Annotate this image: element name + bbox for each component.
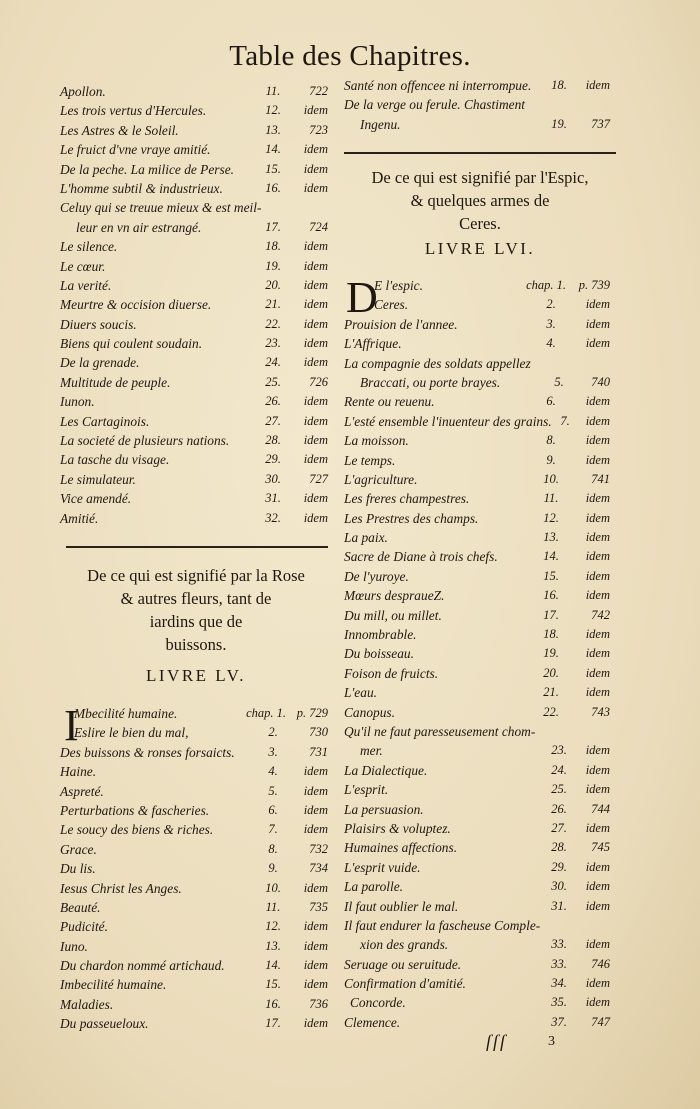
toc-entry: Mœurs despraueZ. 16. idem xyxy=(344,588,610,604)
toc-entry: Iuno. 13. idem xyxy=(60,938,328,954)
toc-entry: Sacre de Diane à trois chefs. 14. idem xyxy=(344,549,610,565)
page-title: Table des Chapitres. xyxy=(229,40,471,72)
section-rule xyxy=(344,152,616,154)
toc-entry: Le simulateur. 30. 727 xyxy=(60,471,328,487)
toc-entry: Plaisirs & voluptez. 27. idem xyxy=(344,820,610,836)
toc-entry: Concorde. 35. idem xyxy=(350,995,610,1011)
right-column-top-list xyxy=(344,76,616,134)
toc-entry: La persuasion. 26. 744 xyxy=(344,801,610,817)
toc-entry: Les trois vertus d'Hercules. 12. idem xyxy=(60,103,328,119)
toc-entry: La verité. 20. idem xyxy=(60,277,328,293)
toc-entry: Confirmation d'amitié. 34. idem xyxy=(344,976,610,992)
toc-entry: L'esprit. 25. idem xyxy=(344,782,610,798)
toc-entry: Du mill, ou millet. 17. 742 xyxy=(344,607,610,623)
livre-56-list xyxy=(344,273,616,1032)
drop-cap: D xyxy=(346,273,378,322)
toc-entry: Le fruict d'vne vraye amitié. 14. idem xyxy=(60,142,328,158)
signature-mark: 3 xyxy=(548,1034,555,1049)
toc-entry: La moisson. 8. idem xyxy=(344,433,610,449)
toc-entry: Clemence. 37. 747 xyxy=(344,1014,610,1030)
toc-entry: Perturbations & fascheries. 6. idem xyxy=(60,802,328,818)
livre-55-list xyxy=(60,701,332,1034)
toc-entry: Les Cartaginois. 27. idem xyxy=(60,413,328,429)
toc-entry: Eslire le bien du mal, 2. 730 xyxy=(74,725,328,741)
toc-entry: La paix. 13. idem xyxy=(344,530,610,546)
toc-entry: Vice amendé. 31. idem xyxy=(60,491,328,507)
toc-entry: Les Astres & le Soleil. 13. 723 xyxy=(60,122,328,138)
toc-entry: De la verge ou ferule. Chastiment xyxy=(344,97,525,113)
toc-entry: Celuy qui se treuue mieux & est meil- xyxy=(60,200,262,216)
toc-entry: Canopus. 22. 743 xyxy=(344,704,610,720)
toc-entry: Du boisseau. 19. idem xyxy=(344,646,610,662)
toc-entry: Apollon. 11. 722 xyxy=(60,84,328,99)
toc-entry: Le silence. 18. idem xyxy=(60,239,328,255)
toc-entry: Il faut oublier le mal. 31. idem xyxy=(344,898,610,914)
toc-entry: Du passeueloux. 17. idem xyxy=(60,1016,328,1032)
toc-entry: Maladies. 16. 736 xyxy=(60,996,328,1012)
livre-56-title: LIVRE LVI. xyxy=(424,239,536,258)
toc-entry: Du chardon nommé artichaud. 14. idem xyxy=(60,958,328,974)
toc-entry: xion des grands. 33. idem xyxy=(360,937,610,953)
toc-entry: Diuers soucis. 22. idem xyxy=(60,316,328,332)
toc-entry: Le temps. 9. idem xyxy=(344,452,610,468)
toc-entry: L'Affrique. 4. idem xyxy=(344,336,610,352)
toc-entry: Rente ou reuenu. 6. idem xyxy=(344,394,610,410)
toc-entry: De l'yuroye. 15. idem xyxy=(344,568,610,584)
toc-entry: Les freres champestres. 11. idem xyxy=(344,491,610,507)
toc-entry: E l'espic. chap. 1. p. 739 xyxy=(374,278,610,293)
toc-entry: Amitié. 32. idem xyxy=(60,510,328,526)
toc-entry: Ceres. 2. idem xyxy=(374,297,610,313)
toc-entry: Foison de fruicts. 20. idem xyxy=(344,665,610,681)
toc-entry: Le soucy des biens & riches. 7. idem xyxy=(60,822,328,838)
toc-entry: Le cœur. 19. idem xyxy=(60,258,328,274)
toc-entry: Iesus Christ les Anges. 10. idem xyxy=(60,880,328,896)
toc-entry: Iunon. 26. idem xyxy=(60,394,328,410)
toc-entry: Il faut endurer la fascheuse Comple- xyxy=(344,917,541,933)
toc-entry: Ingenu. 19. 737 xyxy=(360,116,610,132)
toc-entry: De la peche. La milice de Perse. 15. idem xyxy=(60,161,328,177)
toc-entry: Qu'il ne faut paresseusement chom- xyxy=(344,723,536,739)
toc-entry: Aspreté. 5. idem xyxy=(60,783,328,799)
toc-entry: Prouision de l'annee. 3. idem xyxy=(344,316,610,332)
catchword: ſſſ xyxy=(486,1031,508,1051)
toc-entry: Meurtre & occision diuerse. 21. idem xyxy=(60,297,328,313)
section-heading-56: De ce qui est signifié par l'Espic, & quelques armes de Ceres. xyxy=(371,168,589,233)
toc-entry: La compagnie des soldats appellez xyxy=(344,355,531,371)
toc-entry: L'homme subtil & industrieux. 16. idem xyxy=(60,180,328,196)
toc-entry: Du lis. 9. 734 xyxy=(60,861,328,877)
section-rule xyxy=(66,546,328,548)
toc-entry: L'esté ensemble l'inuenteur des grains. 7. idem xyxy=(344,413,610,429)
toc-entry: Innombrable. 18. idem xyxy=(344,627,610,643)
toc-entry: L'esprit vuide. 29. idem xyxy=(344,859,610,875)
section-heading-55: De ce qui est signifié par la Rose & autres fleurs, tant de iardins que de buissons. xyxy=(87,566,305,654)
toc-entry: Humaines affections. 28. 745 xyxy=(344,840,610,856)
toc-entry: Multitude de peuple. 25. 726 xyxy=(60,374,328,390)
toc-entry: La tasche du visage. 29. idem xyxy=(60,452,328,468)
toc-entry: Braccati, ou porte brayes. 5. 740 xyxy=(360,374,610,390)
drop-cap: I xyxy=(64,701,79,750)
toc-entry: L'eau. 21. idem xyxy=(344,685,610,701)
toc-entry: La parolle. 30. idem xyxy=(344,879,610,895)
toc-entry: Des buissons & ronses forsaicts. 3. 731 xyxy=(60,744,328,760)
toc-entry: Mbecilité humaine. chap. 1. p. 729 xyxy=(74,706,328,721)
left-column-top-list xyxy=(60,82,332,528)
toc-entry: De la grenade. 24. idem xyxy=(60,355,328,371)
toc-entry: Beauté. 11. 735 xyxy=(60,899,328,915)
toc-entry: La Dialectique. 24. idem xyxy=(344,762,610,778)
livre-55-title: LIVRE LV. xyxy=(146,666,246,685)
toc-entry: Santé non offencee ni interrompue. 18. idem xyxy=(344,78,610,93)
toc-entry: Les Prestres des champs. 12. idem xyxy=(344,510,610,526)
toc-entry: Haine. 4. idem xyxy=(60,764,328,780)
toc-entry: La societé de plusieurs nations. 28. idem xyxy=(60,433,328,449)
toc-entry: Imbecilité humaine. 15. idem xyxy=(60,977,328,993)
toc-entry: Biens qui coulent soudain. 23. idem xyxy=(60,336,328,352)
toc-entry: Grace. 8. 732 xyxy=(60,841,328,857)
toc-entry: leur en vn air estrangé. 17. 724 xyxy=(76,219,328,235)
toc-entry: mer. 23. idem xyxy=(360,743,610,759)
toc-entry: Seruage ou seruitude. 33. 746 xyxy=(344,956,610,972)
toc-entry: Pudicité. 12. idem xyxy=(60,919,328,935)
toc-entry: L'agriculture. 10. 741 xyxy=(344,471,610,487)
